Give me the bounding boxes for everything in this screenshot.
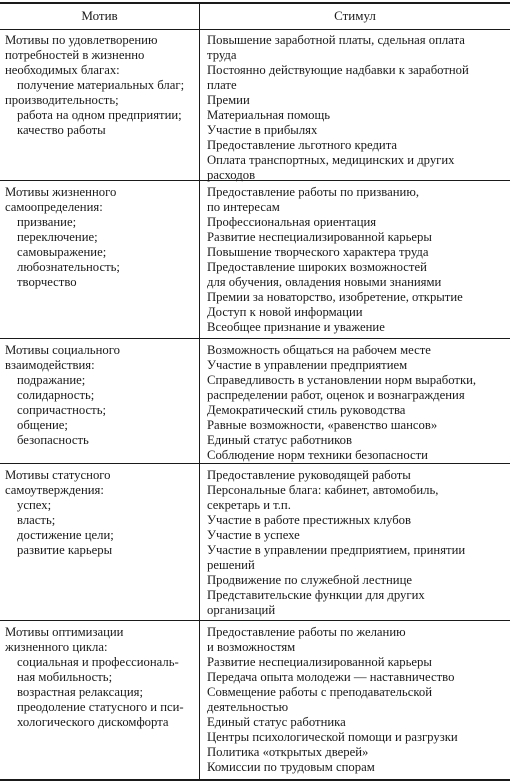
row-separator xyxy=(0,463,510,464)
stimulus-line: Премии xyxy=(207,93,250,107)
stimulus-line: Предоставление работы по желанию xyxy=(207,625,406,639)
stimulus-line: Развитие неспециализированной карьеры xyxy=(207,655,432,669)
stimulus-line: для обучения, овладения новыми знаниями xyxy=(207,275,442,289)
stimulus-cell-4 xyxy=(207,468,507,618)
stimulus-line: Постоянно действующие надбавки к заработной xyxy=(207,63,469,77)
motive-line: переключение; xyxy=(17,230,98,244)
motive-line: Мотивы социального xyxy=(5,343,120,357)
stimulus-line: Справедливость в установлении норм выработки, xyxy=(207,373,477,387)
motive-line: взаимодействия: xyxy=(5,358,95,372)
stimulus-line: по интересам xyxy=(207,200,280,214)
stimulus-line: Участие в работе престижных клубов xyxy=(207,513,411,527)
stimulus-line: Предоставление руководящей работы xyxy=(207,468,411,482)
stimulus-line: Повышение заработной платы, сдельная оплата xyxy=(207,33,465,47)
stimulus-line: Участие в прибылях xyxy=(207,123,318,137)
stimulus-line: деятельностью xyxy=(207,700,289,714)
motive-line: общение; xyxy=(17,418,68,432)
table-bottom-rule xyxy=(0,779,510,781)
row-separator xyxy=(0,620,510,621)
column-header-stimulus: Стимул xyxy=(334,8,376,23)
stimulus-line: и возможностям xyxy=(207,640,296,654)
stimulus-line: Равные возможности, «равенство шансов» xyxy=(207,418,438,432)
header-bottom-rule xyxy=(0,29,510,30)
motive-line: власть; xyxy=(17,513,56,527)
motive-line: любознательность; xyxy=(17,260,120,274)
stimulus-line: Единый статус работников xyxy=(207,433,353,447)
stimulus-line: Предоставление широких возможностей xyxy=(207,260,427,274)
stimulus-line: Предоставление льготного кредита xyxy=(207,138,398,152)
motive-line: Мотивы по удовлетворению xyxy=(5,33,158,47)
stimulus-line: организаций xyxy=(207,603,276,617)
stimulus-line: Соблюдение норм техники безопасности xyxy=(207,448,428,462)
motive-line: самоопределения: xyxy=(5,200,103,214)
motive-line: солидарность; xyxy=(17,388,95,402)
stimulus-cell-3 xyxy=(207,343,507,463)
motive-cell-5 xyxy=(5,625,195,730)
motive-line: производительность; xyxy=(5,93,119,107)
motive-line: подражание; xyxy=(17,373,86,387)
stimulus-line: Передача опыта молодежи — наставничество xyxy=(207,670,455,684)
stimulus-line: Продвижение по служебной лестнице xyxy=(207,573,413,587)
motive-cell-3 xyxy=(5,343,195,448)
stimulus-line: Центры психологической помощи и разгрузки xyxy=(207,730,458,744)
stimulus-line: Доступ к новой информации xyxy=(207,305,363,319)
motive-line: хологического дискомфорта xyxy=(17,715,169,729)
motive-line: развитие карьеры xyxy=(17,543,113,557)
stimulus-line: Участие в успехе xyxy=(207,528,300,542)
stimulus-cell-2 xyxy=(207,185,507,335)
motive-line: работа на одном предприятии; xyxy=(17,108,182,122)
stimulus-line: Повышение творческого характера труда xyxy=(207,245,429,259)
stimulus-line: плате xyxy=(207,78,237,92)
motive-cell-4 xyxy=(5,468,195,558)
motive-line: призвание; xyxy=(17,215,77,229)
stimulus-line: Участие в управлении предприятием xyxy=(207,358,408,372)
stimulus-line: Всеобщее признание и уважение xyxy=(207,320,385,334)
stimulus-line: Демократический стиль руководства xyxy=(207,403,406,417)
motive-cell-2 xyxy=(5,185,195,290)
stimulus-line: распределении работ, оценок и вознаграждения xyxy=(207,388,465,402)
motive-line: Мотивы жизненного xyxy=(5,185,117,199)
motive-line: жизненного цикла: xyxy=(5,640,108,654)
motive-line: Мотивы статусного xyxy=(5,468,111,482)
row-separator xyxy=(0,338,510,339)
motive-line: возрастная релаксация; xyxy=(17,685,143,699)
column-divider xyxy=(199,2,200,781)
motive-line: потребностей в жизненно xyxy=(5,48,145,62)
stimulus-cell-1 xyxy=(207,33,507,183)
motive-line: достижение цели; xyxy=(17,528,114,542)
stimulus-line: труда xyxy=(207,48,237,62)
motive-line: необходимых благах: xyxy=(5,63,120,77)
motive-line: Мотивы оптимизации xyxy=(5,625,124,639)
stimulus-line: Оплата транспортных, медицинских и других xyxy=(207,153,455,167)
stimulus-line: Представительские функции для других xyxy=(207,588,425,602)
stimulus-line: Развитие неспециализированной карьеры xyxy=(207,230,432,244)
motive-line: преодоление статусного и пси- xyxy=(17,700,184,714)
motive-cell-1 xyxy=(5,33,195,138)
stimulus-line: решений xyxy=(207,558,255,572)
stimulus-cell-5 xyxy=(207,625,507,775)
column-header-motive: Мотив xyxy=(81,8,118,23)
motive-line: творчество xyxy=(17,275,77,289)
stimulus-line: секретарь и т.п. xyxy=(207,498,291,512)
stimulus-line: Участие в управлении предприятием, принятии xyxy=(207,543,466,557)
motive-line: самовыражение; xyxy=(17,245,107,259)
stimulus-line: Совмещение работы с преподавательской xyxy=(207,685,432,699)
stimulus-line: расходов xyxy=(207,168,256,182)
motive-line: успех; xyxy=(17,498,52,512)
motive-line: социальная и профессиональ- xyxy=(17,655,179,669)
stimulus-line: Премии за новаторство, изобретение, открытие xyxy=(207,290,463,304)
motive-line: безопасность xyxy=(17,433,89,447)
stimulus-line: Комиссии по трудовым спорам xyxy=(207,760,375,774)
stimulus-line: Возможность общаться на рабочем месте xyxy=(207,343,431,357)
motive-line: получение материальных благ; xyxy=(17,78,185,92)
stimulus-line: Профессиональная ориентация xyxy=(207,215,377,229)
motive-line: ная мобильность; xyxy=(17,670,113,684)
table-top-rule xyxy=(0,2,510,4)
motive-line: сопричастность; xyxy=(17,403,107,417)
stimulus-line: Персональные блага: кабинет, автомобиль, xyxy=(207,483,439,497)
stimulus-line: Материальная помощь xyxy=(207,108,331,122)
stimulus-line: Предоставление работы по призванию, xyxy=(207,185,419,199)
stimulus-line: Единый статус работника xyxy=(207,715,346,729)
motive-line: самоутверждения: xyxy=(5,483,104,497)
stimulus-line: Политика «открытых дверей» xyxy=(207,745,369,759)
motive-line: качество работы xyxy=(17,123,106,137)
